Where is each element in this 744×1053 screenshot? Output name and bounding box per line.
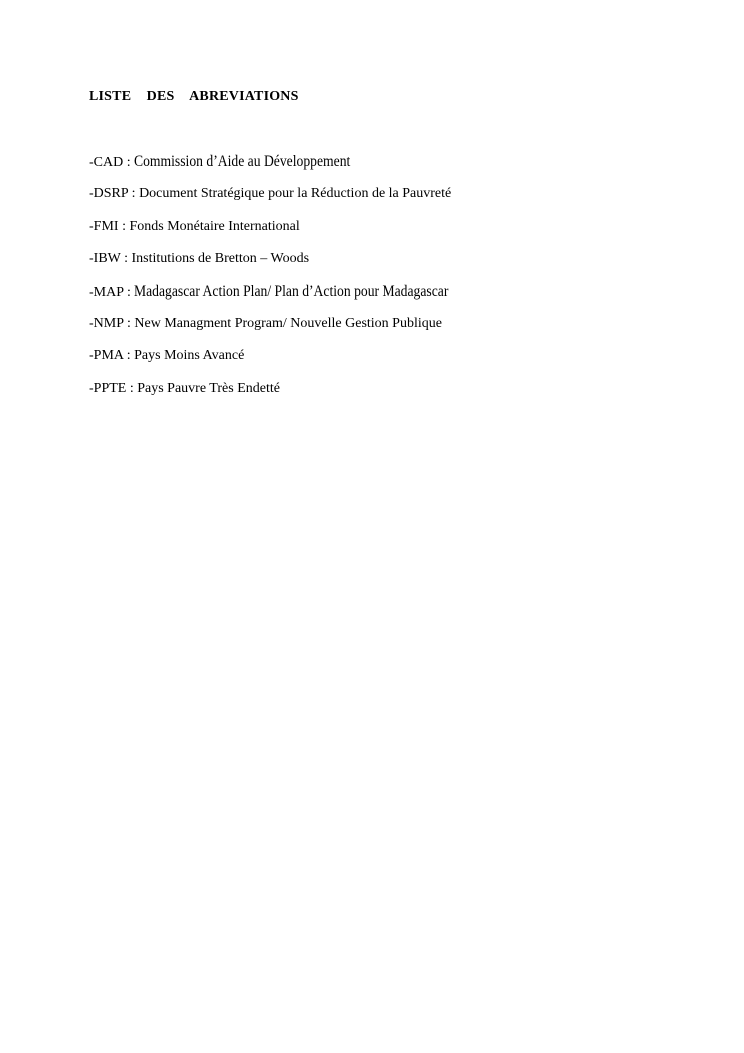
abbreviation-separator: : xyxy=(128,186,140,202)
abbreviation-code: -CAD xyxy=(89,155,124,170)
abbreviation-item-ibw xyxy=(89,249,492,281)
abbreviation-separator: : xyxy=(123,284,135,300)
abbreviation-list xyxy=(89,152,492,411)
abbreviation-definition: Fonds Monétaire International xyxy=(129,218,300,234)
abbreviation-code: -PPTE xyxy=(89,380,127,396)
abbreviation-item-cad xyxy=(89,152,492,184)
abbreviation-definition: Document Stratégique pour la Réduction de la Pauvreté xyxy=(139,186,452,202)
abbreviation-item-pma xyxy=(89,346,492,378)
abbreviation-item-dsrp xyxy=(89,184,492,216)
abbreviation-code: -FMI xyxy=(89,218,119,234)
abbreviation-definition: Institutions de Bretton – Woods xyxy=(131,251,310,267)
abbreviation-definition: New Managment Program/ Nouvelle Gestion Publique xyxy=(134,315,442,331)
abbreviation-item-map xyxy=(89,282,492,314)
abbreviation-code: -DSRP xyxy=(89,186,129,202)
abbreviation-separator: : xyxy=(120,251,132,267)
abbreviation-separator: : xyxy=(123,155,135,170)
abbreviation-definition: Pays Moins Avancé xyxy=(134,348,245,364)
abbreviation-definition: Madagascar Action Plan/ Plan d’Action pour Madagascar xyxy=(134,282,449,300)
abbreviation-separator: : xyxy=(118,218,130,234)
abbreviation-item-nmp xyxy=(89,314,492,346)
abbreviation-separator: : xyxy=(123,348,135,364)
page-title: LISTE DES ABREVIATIONS xyxy=(89,89,299,104)
abbreviation-item-ppte xyxy=(89,379,492,411)
abbreviation-definition: Commission d’Aide au Développement xyxy=(134,153,351,170)
abbreviation-separator: : xyxy=(123,315,135,331)
abbreviation-separator: : xyxy=(126,380,138,396)
abbreviation-code: -NMP xyxy=(89,315,124,331)
abbreviation-code: -MAP xyxy=(89,284,124,300)
abbreviation-item-fmi xyxy=(89,217,492,249)
abbreviation-definition: Pays Pauvre Très Endetté xyxy=(137,380,280,396)
abbreviation-code: -IBW xyxy=(89,251,121,267)
abbreviation-code: -PMA xyxy=(89,348,124,364)
